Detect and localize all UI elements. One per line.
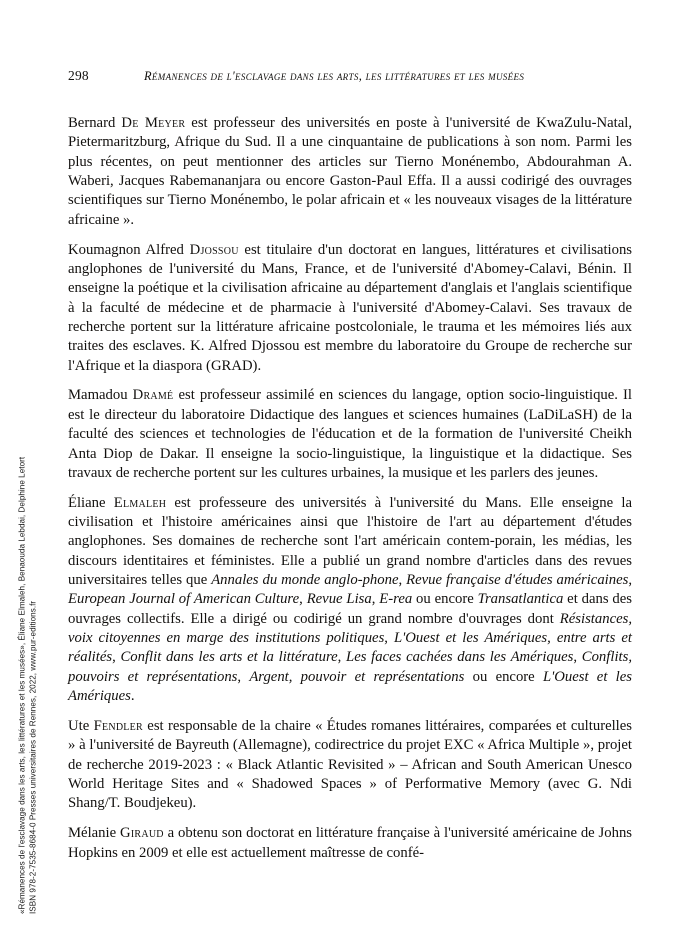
page-number: 298 [68, 68, 89, 83]
paragraph-body: , [573, 649, 582, 666]
body-text-column [68, 114, 632, 863]
book-title: Conflit dans les arts et la littérature [120, 649, 338, 666]
paragraph-body: ou encore [464, 668, 543, 685]
book-title: Les faces cachées dans les Amériques [346, 649, 574, 666]
spine-text-block [18, 34, 39, 914]
author-surname: Djossou [189, 241, 239, 258]
author-first-name: Mamadou [68, 387, 133, 404]
author-surname: Dramé [132, 387, 174, 404]
author-surname: Giraud [120, 825, 164, 842]
paragraph-body: , [299, 591, 307, 608]
running-head-title: Rémanences de l'esclavage dans les arts, les littératures et les musées [144, 69, 525, 83]
book-title: Résistances, voix citoyennes en marge des institutions politiques [68, 610, 632, 647]
book-title: L'Ouest et les Amériques, entre arts et réalités [68, 630, 632, 666]
paragraph-giraud [68, 824, 632, 863]
author-surname: Fendler [93, 717, 143, 734]
paragraph-body: et dans des ouvrages collectifs. Elle a dirigé ou codirigé un grand nombre d'ouvrages dont [68, 591, 633, 627]
paragraph-body: est titulaire d'un doctorat en langues, littératures et civilisations anglophones de l'université du Mans, France, et de l'université d'Abomey-Calavi, Bénin. Il enseigne la poétique et la civilisation africaine au département d'anglais et l'anglais scientifique à la faculté de médecine et de pharmacie à l'université d'Abomey-Calavi. Ses travaux de recherche portent sur la littérature africaine postcoloniale, le trauma et les mémoires liés aux traites des esclaves. K. Alfred Djossou est membre du laboratoire du Groupe de recherche sur l'Afrique et la diaspora (GRAD). [68, 241, 633, 374]
author-first-name: Koumagnon Alfred [68, 241, 190, 258]
author-first-name: Ute [68, 717, 94, 734]
journal-title: Revue française d'études américaines [406, 572, 629, 589]
paragraph-de-meyer [68, 114, 632, 230]
journal-title: Transatlantica [477, 591, 564, 608]
author-surname: Elmaleh [113, 494, 167, 511]
book-title: Conflits, pouvoirs et représentations [68, 649, 632, 685]
paragraph-body: , [371, 591, 380, 608]
author-first-name: Bernard [68, 115, 122, 131]
paragraph-fendler [68, 717, 632, 814]
journal-title: Revue Lisa [306, 591, 372, 608]
journal-title: Annales du monde anglo-phone [211, 572, 399, 589]
paragraph-drame [68, 386, 632, 483]
author-surname: De Meyer [121, 115, 186, 131]
journal-title: European Journal of American Culture [68, 591, 300, 608]
spine-copyright-strip [0, 0, 56, 948]
paragraph-body: a obtenu son doctorat en littérature française à l'université américaine de Johns Hopkins en 2009 et elle est actuellement maîtresse de confé- [68, 825, 633, 861]
paragraph-body: ou encore [412, 591, 478, 608]
spine-line-title: «Rémanences de l'esclavage dans les arts, les littératures et les musées», Éliane Elmaleh, Benaouda Lebdai, Delphine Letort [17, 456, 27, 914]
author-first-name: Mélanie [68, 825, 120, 842]
paragraph-body: , [628, 572, 632, 589]
paragraph-body: , [384, 630, 394, 647]
book-title: L'Ouest et les Amériques [68, 668, 632, 705]
spine-line-isbn: ISBN 978-2-7535-8684-0 Presses universitaires de Rennes, 2022, www.pur-editions.fr [28, 600, 37, 914]
paragraph-body: . [130, 688, 135, 705]
paragraph-body: est responsable de la chaire « Études romanes littéraires, comparées et culturelles » à l'université de Bayreuth (Allemagne), codirectrice du projet EXC « Africa Multiple », projet de recherche 2019-2023 : « Black Atlantic Revisited » – African and South American Unesco World Heritage Sites and « Shadowed Spaces » of Performative Memory (avec G. Ndi Shang/T. Boudjekeu). [68, 717, 632, 812]
paragraph-body: est professeur assimilé en sciences du langage, option socio-linguistique. Il est le directeur du laboratoire Didactique des langues et sciences humaines (LaDiLaSH) de la faculté des sciences et technologies de l'éducation et de la formation de l'université Cheikh Anta Diop de Dakar. Il enseigne la socio-linguistique, la linguistique et la didactique. Ses travaux de recherche portent sur les cultures urbaines, la musique et les parlers des jeunes. [68, 387, 632, 481]
paragraph-body: , [398, 572, 407, 589]
book-title: Argent, pouvoir et représentations [249, 668, 465, 685]
running-head [68, 68, 632, 88]
journal-title: E-rea [379, 591, 413, 608]
paragraph-elmaleh [68, 494, 632, 707]
paragraph-djossou [68, 241, 632, 376]
paragraph-body: est professeure des universités à l'université du Mans. Elle enseigne la civilisation et l'histoire américaines ainsi que l'histoire de l'art au département d'études anglophones. Ses domaines de recherche sont l'art américain contem-porain, les médias, les discours identitaires et féministes. Elle a publié un grand nombre d'articles dans des revues universitaires telles que [68, 494, 632, 589]
paragraph-body: , [237, 668, 250, 685]
paragraph-body: , [337, 649, 347, 666]
author-first-name: Éliane [68, 494, 114, 511]
paragraph-body: est professeur des universités en poste à l'université de KwaZulu-Natal, Pietermaritzburg, Afrique du Sud. Il a une cinquantaine de publications à son nom. Parmi les plus récentes, on peut mentionner des articles sur Tierno Monénembo, Abdourahman A. Waberi, Jacques Rabemananjara ou encore Gaston-Paul Effa. Il a aussi codirigé des ouvrages scientifiques sur Tierno Monénembo, le polar africain et « les nouveaux visages de la littérature africaine ». [68, 115, 633, 228]
paragraph-body: , [112, 649, 121, 666]
